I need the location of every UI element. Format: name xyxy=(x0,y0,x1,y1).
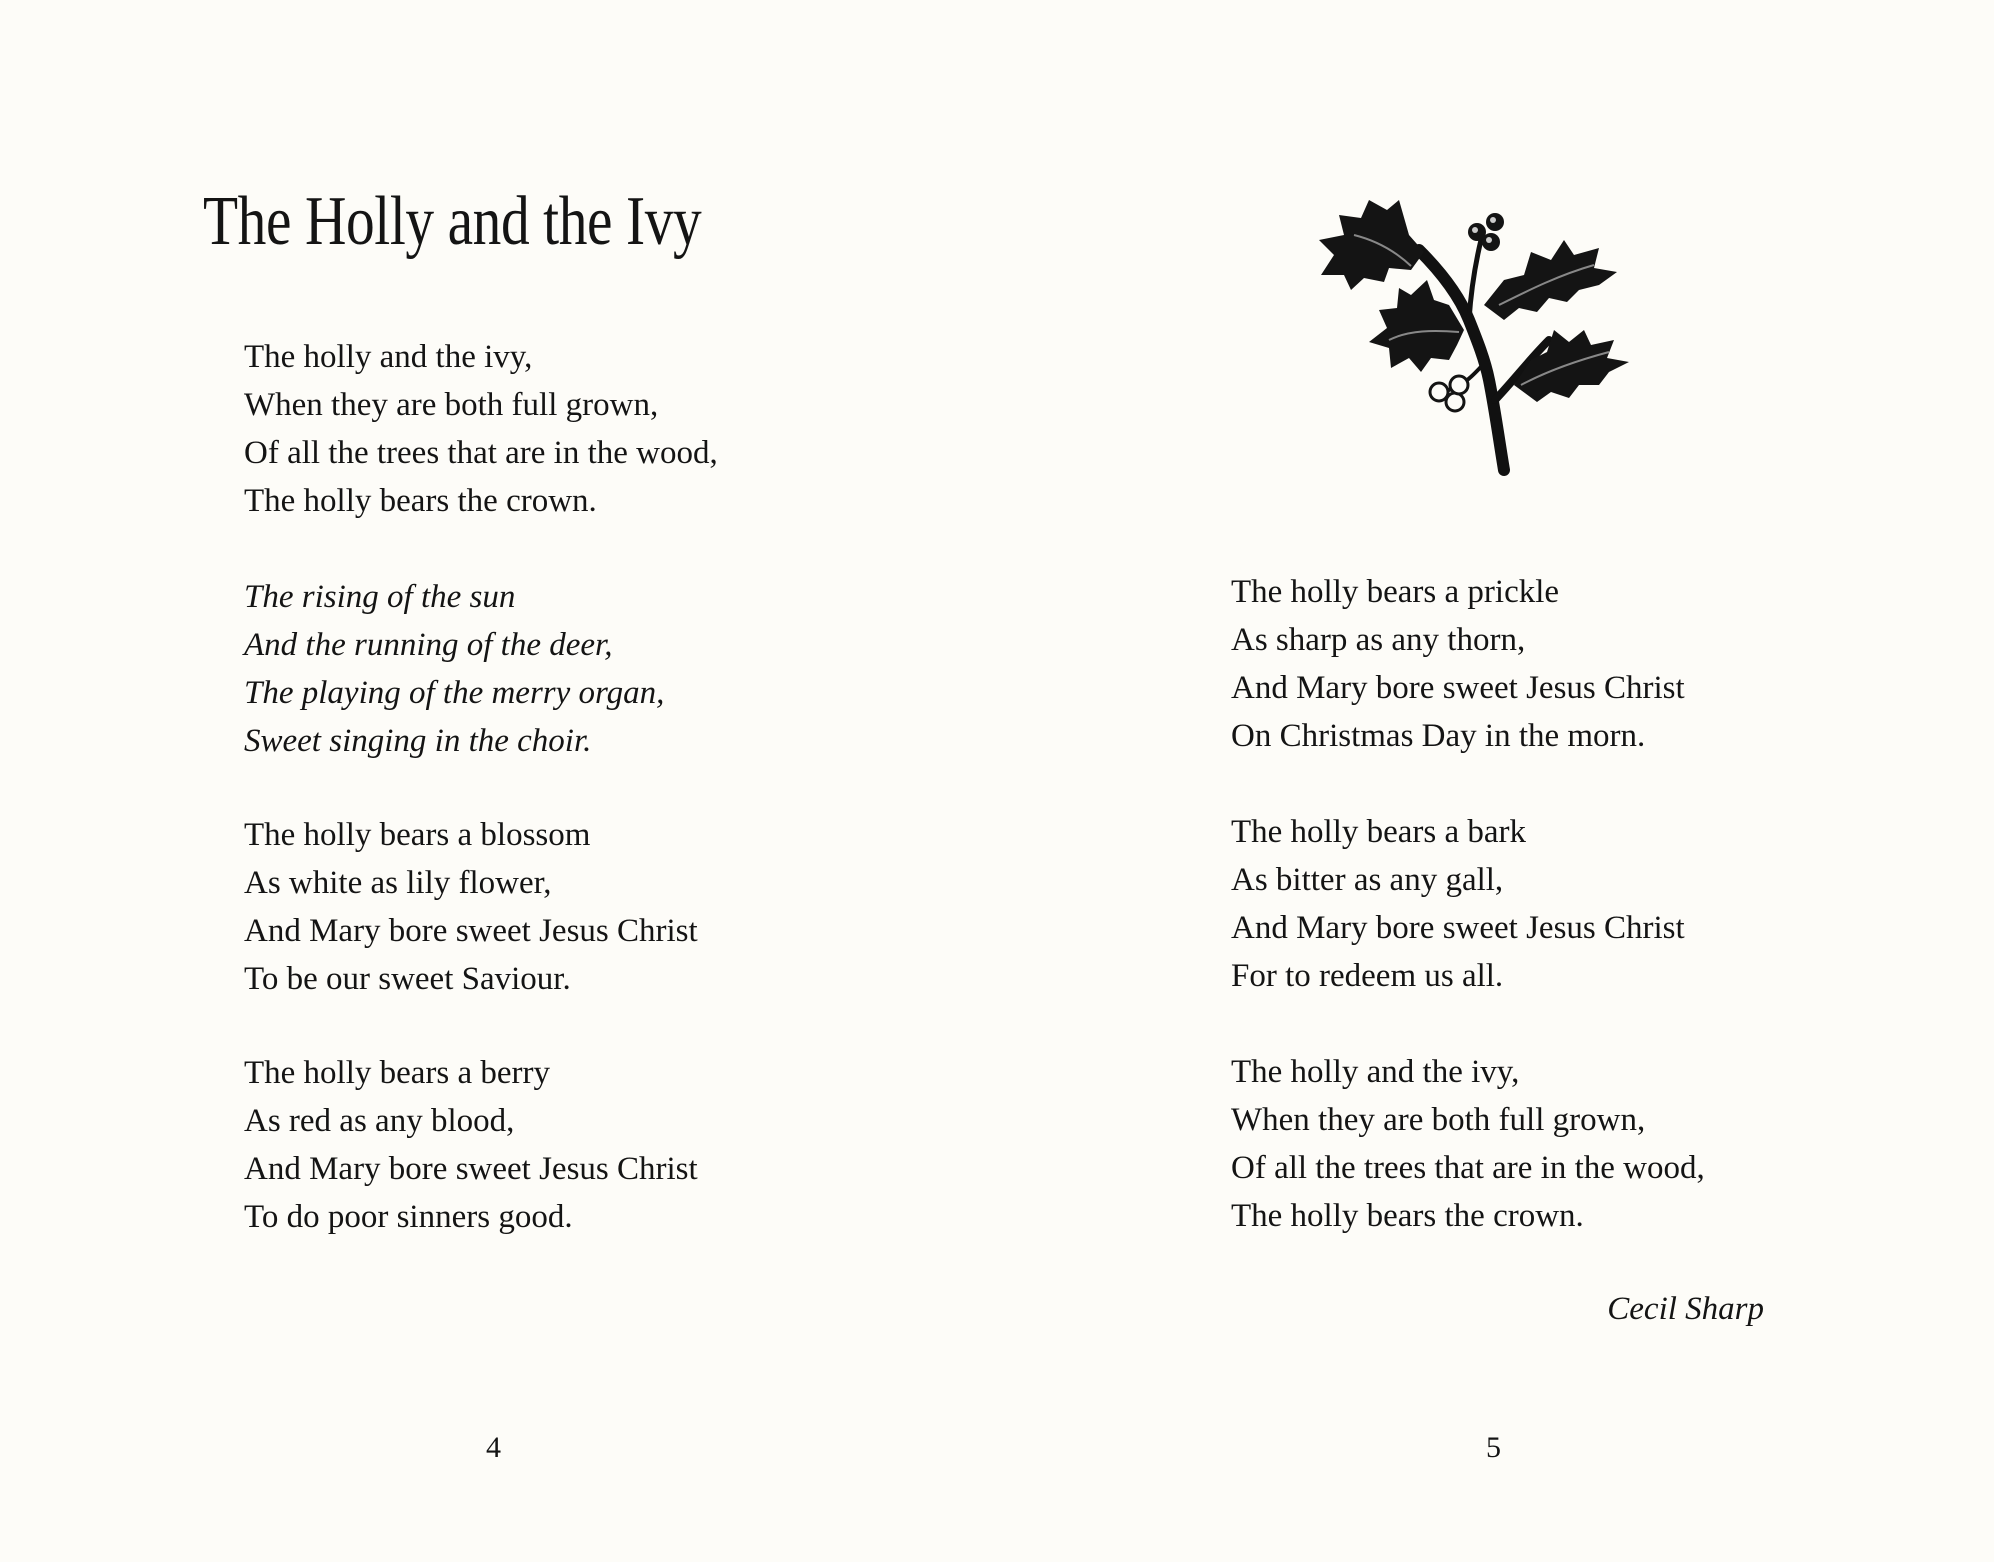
verse-line: As bitter as any gall, xyxy=(1231,862,1504,898)
verse-line: The holly bears a prickle xyxy=(1231,574,1560,610)
verse-line: When they are both full grown, xyxy=(244,387,659,423)
refrain-line: The rising of the sun xyxy=(244,579,516,615)
verse-line: As sharp as any thorn, xyxy=(1231,622,1526,658)
verse-line: On Christmas Day in the morn. xyxy=(1231,718,1646,754)
stanza-6 xyxy=(1231,1048,1705,1240)
verse-line: And Mary bore sweet Jesus Christ xyxy=(244,913,698,949)
verse-line: The holly bears the crown. xyxy=(244,483,597,519)
verse-line: And Mary bore sweet Jesus Christ xyxy=(244,1151,698,1187)
page-title: The Holly and the Ivy xyxy=(203,183,702,260)
page-number: 5 xyxy=(1486,1431,1501,1464)
verse-line: To do poor sinners good. xyxy=(244,1199,573,1235)
verse-line: Of all the trees that are in the wood, xyxy=(244,435,718,471)
verse-line: The holly bears a blossom xyxy=(244,817,591,853)
verse-line: As red as any blood, xyxy=(244,1103,515,1139)
verse-line: The holly and the ivy, xyxy=(244,339,533,375)
verse-line: For to redeem us all. xyxy=(1231,958,1504,994)
stanza-2 xyxy=(244,811,698,1003)
verse-line: The holly bears the crown. xyxy=(1231,1198,1584,1234)
verse-line: Of all the trees that are in the wood, xyxy=(1231,1150,1705,1186)
refrain-line: Sweet singing in the choir. xyxy=(244,723,592,759)
page-number: 4 xyxy=(486,1431,501,1464)
stanza-4 xyxy=(1231,568,1685,760)
stanza-3 xyxy=(244,1049,698,1241)
refrain-line: And the running of the deer, xyxy=(244,627,613,663)
verse-line: The holly bears a berry xyxy=(244,1055,551,1091)
stanza-5 xyxy=(1231,808,1685,1000)
verse-line: And Mary bore sweet Jesus Christ xyxy=(1231,670,1685,706)
verse-line: The holly bears a bark xyxy=(1231,814,1527,850)
verse-line: As white as lily flower, xyxy=(244,865,552,901)
attribution: Cecil Sharp xyxy=(1607,1291,1764,1327)
verse-line: To be our sweet Saviour. xyxy=(244,961,571,997)
refrain-stanza xyxy=(244,573,664,765)
right-page xyxy=(997,0,1994,1562)
stanza-1 xyxy=(244,333,718,525)
verse-line: When they are both full grown, xyxy=(1231,1102,1646,1138)
verse-line: The holly and the ivy, xyxy=(1231,1054,1520,1090)
holly-sprig-icon xyxy=(1299,180,1669,490)
verse-line: And Mary bore sweet Jesus Christ xyxy=(1231,910,1685,946)
refrain-line: The playing of the merry organ, xyxy=(244,675,665,711)
